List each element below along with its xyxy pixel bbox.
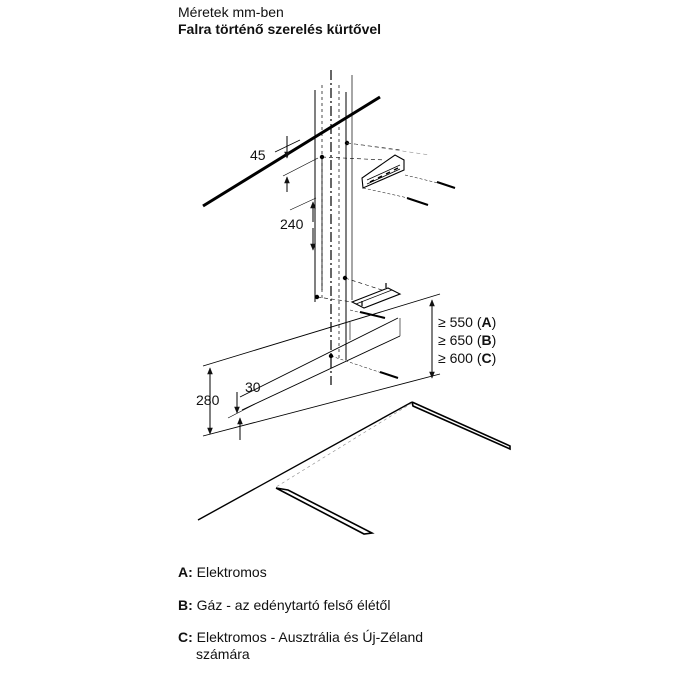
clearance-label-a: ≥ 550 (A)	[438, 314, 497, 330]
hob-outline	[276, 402, 510, 534]
lower-bracket	[317, 278, 400, 308]
legend-key: B:	[178, 597, 193, 613]
dimension-45	[250, 136, 318, 192]
dimension-280	[196, 368, 220, 434]
dimension-240-label: 240	[280, 216, 304, 232]
legend-text: Elektromos	[196, 564, 267, 580]
clearance-label-c: ≥ 600 (C)	[438, 350, 497, 366]
clearance-label-b: ≥ 650 (B)	[438, 332, 497, 348]
legend-text: számára	[196, 646, 250, 662]
dimension-240	[280, 157, 322, 290]
units-note: Méretek mm-ben	[178, 4, 284, 20]
lower-screws	[331, 310, 398, 378]
legend-text: Gáz - az edénytartó felső élétől	[196, 597, 391, 613]
ceiling-line	[203, 97, 380, 206]
hood-outline	[203, 294, 440, 436]
legend-key: A:	[178, 564, 193, 580]
dimension-45-label: 45	[250, 147, 266, 163]
upper-bracket	[322, 143, 430, 188]
legend-item-c-continued	[196, 645, 250, 663]
clearance-dimension	[432, 300, 496, 378]
chimney-duct	[315, 70, 352, 385]
legend-item-a	[178, 563, 267, 581]
legend-item-c	[178, 628, 423, 646]
drill-points	[315, 141, 349, 358]
dimension-30-label: 30	[245, 379, 261, 395]
legend-item-b	[178, 596, 390, 614]
dimension-280-label: 280	[196, 392, 220, 408]
dimension-30	[228, 379, 261, 440]
diagram-title: Falra történő szerelés kürtővel	[178, 21, 382, 37]
legend-key: C:	[178, 629, 193, 645]
legend-text: Elektromos - Ausztrália és Új-Zéland	[196, 629, 424, 645]
